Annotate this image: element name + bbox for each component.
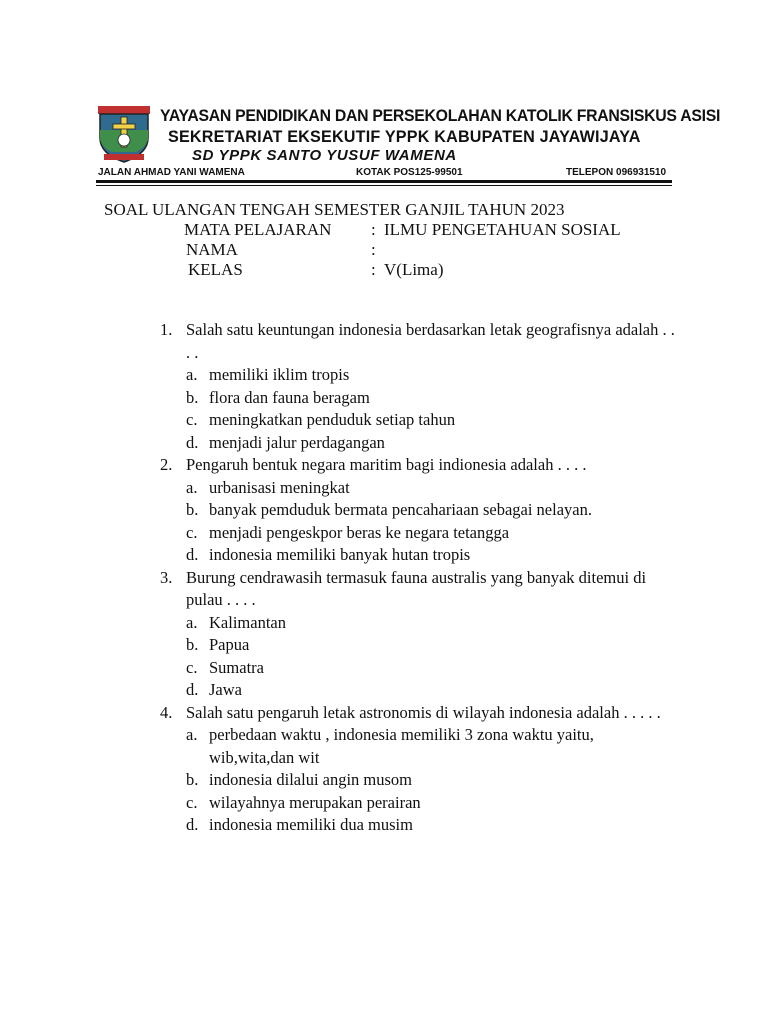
option-letter: c. (186, 792, 198, 812)
question-number: 2. (160, 455, 173, 474)
option-text: indonesia memiliki dua musim (209, 815, 413, 834)
question-item (160, 567, 680, 702)
option-letter: b. (186, 387, 199, 407)
phone-text: TELEPON 096931510 (566, 167, 667, 178)
question-text: Burung cendrawasih termasuk fauna australis yang banyak ditemui di pulau . . . . (186, 567, 647, 609)
question-text: Pengaruh bentuk negara maritim bagi indionesia adalah . . . . (186, 455, 587, 474)
option-letter: b. (186, 770, 199, 789)
subject-label: MATA PELAJARAN (184, 220, 332, 239)
question-number: 1. (160, 320, 173, 339)
name-colon: : (371, 240, 376, 259)
option-text: Papua (209, 635, 250, 654)
answer-option (186, 814, 680, 837)
question-item (160, 702, 680, 837)
question-text: Salah satu keuntungan indonesia berdasarkan letak geografisnya adalah . . . . (186, 320, 675, 362)
exam-title: SOAL ULANGAN TENGAH SEMESTER GANJIL TAHUN 2023 (104, 200, 565, 219)
option-letter: b. (186, 500, 199, 519)
option-letter: d. (186, 815, 199, 834)
answer-option (186, 364, 680, 387)
class-label: KELAS (188, 260, 243, 279)
letterhead (96, 104, 721, 184)
letterhead-divider-thin (96, 185, 672, 186)
answer-option (186, 544, 680, 567)
address-text: JALAN AHMAD YANI WAMENA (98, 167, 245, 178)
answer-option (186, 679, 680, 702)
answer-option (186, 432, 680, 455)
option-letter: d. (186, 545, 199, 564)
option-text: memiliki iklim tropis (209, 365, 350, 384)
question-number: 4. (160, 702, 173, 722)
option-text: urbanisasi meningkat (209, 477, 350, 497)
option-text: meningkatkan penduduk setiap tahun (209, 410, 456, 429)
option-text: menjadi jalur perdagangan (209, 432, 385, 452)
option-letter: b. (186, 635, 199, 654)
answer-option (186, 769, 680, 792)
question-item (160, 319, 680, 454)
pobox-text: KOTAK POS125-99501 (356, 167, 463, 178)
option-letter: d. (186, 680, 199, 699)
answer-option (186, 499, 680, 522)
option-text: Jawa (209, 680, 242, 699)
answer-option (186, 522, 680, 545)
answer-option (186, 657, 680, 680)
option-text: indonesia memiliki banyak hutan tropis (209, 545, 471, 564)
answer-option (186, 477, 680, 500)
answer-option (186, 724, 680, 769)
answer-option (186, 387, 680, 410)
subject-value: ILMU PENGETAHUAN SOSIAL (384, 220, 621, 239)
option-letter: c. (186, 410, 198, 429)
option-letter: a. (186, 365, 198, 384)
option-letter: a. (186, 725, 198, 744)
option-text: flora dan fauna beragam (209, 387, 370, 407)
answer-option (186, 634, 680, 657)
option-text: Kalimantan (209, 612, 286, 632)
class-colon: : (371, 260, 376, 279)
subject-colon: : (371, 220, 376, 239)
option-text: menjadi pengeskpor beras ke negara tetangga (209, 522, 510, 542)
option-text: perbedaan waktu , indonesia memiliki 3 zona waktu yaitu, wib,wita,dan wit (209, 725, 594, 767)
question-item (160, 454, 680, 567)
class-value: V(Lima) (384, 260, 444, 279)
name-label: NAMA (186, 240, 238, 259)
letterhead-divider-thick (96, 180, 672, 183)
answer-option (186, 792, 680, 815)
option-text: indonesia dilalui angin musom (209, 770, 413, 789)
school-name: SD YPPK SANTO YUSUF WAMENA (192, 147, 457, 164)
school-logo-icon (96, 104, 152, 164)
secretariat-name: SEKRETARIAT EKSEKUTIF YPPK KABUPATEN JAYAWIJAYA (168, 127, 641, 146)
option-letter: c. (186, 522, 198, 542)
answer-option (186, 612, 680, 635)
foundation-name: YAYASAN PENDIDIKAN DAN PERSEKOLAHAN KATOLIK FRANSISKUS ASISI (160, 106, 721, 125)
question-list (160, 319, 680, 837)
option-letter: a. (186, 477, 198, 497)
option-letter: a. (186, 612, 198, 632)
question-number: 3. (160, 567, 173, 587)
option-text: wilayahnya merupakan perairan (209, 792, 421, 812)
question-text: Salah satu pengaruh letak astronomis di wilayah indonesia adalah . . . . . (186, 702, 661, 722)
option-letter: c. (186, 657, 198, 677)
option-letter: d. (186, 432, 199, 452)
option-text: banyak pemduduk bermata pencahariaan sebagai nelayan. (209, 500, 592, 519)
answer-option (186, 409, 680, 432)
option-text: Sumatra (209, 657, 264, 677)
